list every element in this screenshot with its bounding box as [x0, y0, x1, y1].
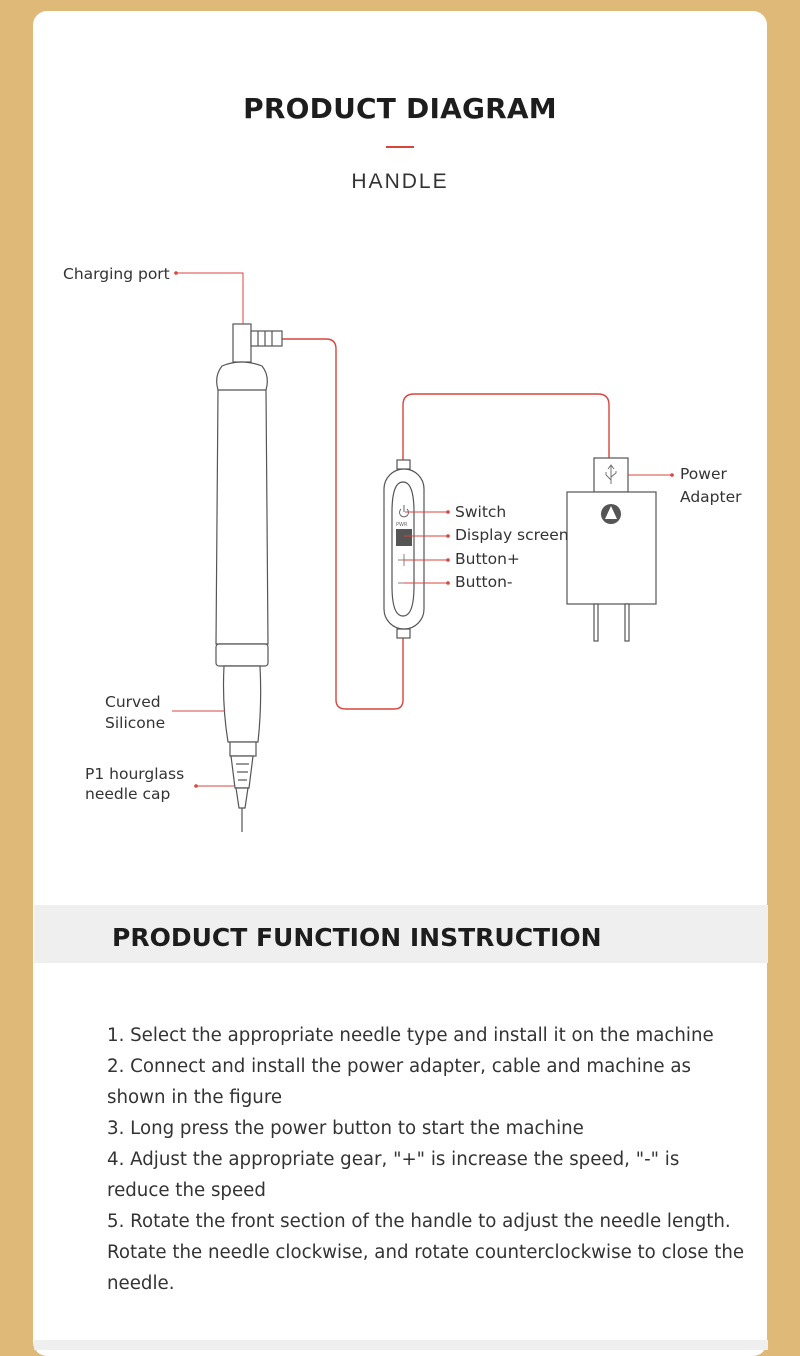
bottom-divider [34, 1340, 768, 1350]
label-curved-silicone-2: Silicone [105, 714, 166, 732]
label-curved-silicone-1: Curved [105, 693, 161, 711]
page-title: PRODUCT DIAGRAM [243, 92, 557, 125]
label-needle-cap-2: needle cap [85, 785, 171, 803]
instruction-step: 5. Rotate the front section of the handle to adjust the needle length. Rotate the needle clockwise, and rotate counterclockwise to close the needle. [107, 1211, 745, 1294]
cable [282, 339, 609, 709]
controller [384, 460, 424, 638]
section-subtitle: HANDLE [351, 170, 449, 193]
instruction-header-band [34, 905, 768, 963]
label-button-plus: Button+ [455, 550, 520, 568]
instruction-step: 1. Select the appropriate needle type and install it on the machine [107, 1025, 714, 1046]
label-switch: Switch [455, 503, 507, 521]
power-adapter [567, 458, 656, 641]
instruction-step: 3. Long press the power button to start the machine [107, 1118, 584, 1139]
instruction-list [107, 1020, 747, 1299]
instruction-step: 2. Connect and install the power adapter, cable and machine as shown in the figure [107, 1056, 691, 1108]
label-charging-port: Charging port [63, 265, 170, 283]
display-screen [396, 529, 412, 546]
pen-handle [216, 324, 282, 832]
label-power-adapter-2: Adapter [680, 488, 742, 506]
instruction-heading: PRODUCT FUNCTION INSTRUCTION [112, 923, 602, 952]
controller-screen-text: PWR [396, 522, 408, 528]
instruction-step: 4. Adjust the appropriate gear, "+" is increase the speed, "-" is reduce the speed [107, 1149, 680, 1201]
label-display-screen: Display screen [455, 526, 569, 544]
label-needle-cap-1: P1 hourglass [85, 765, 185, 783]
label-button-minus: Button- [455, 573, 513, 591]
label-power-adapter-1: Power [680, 465, 727, 483]
